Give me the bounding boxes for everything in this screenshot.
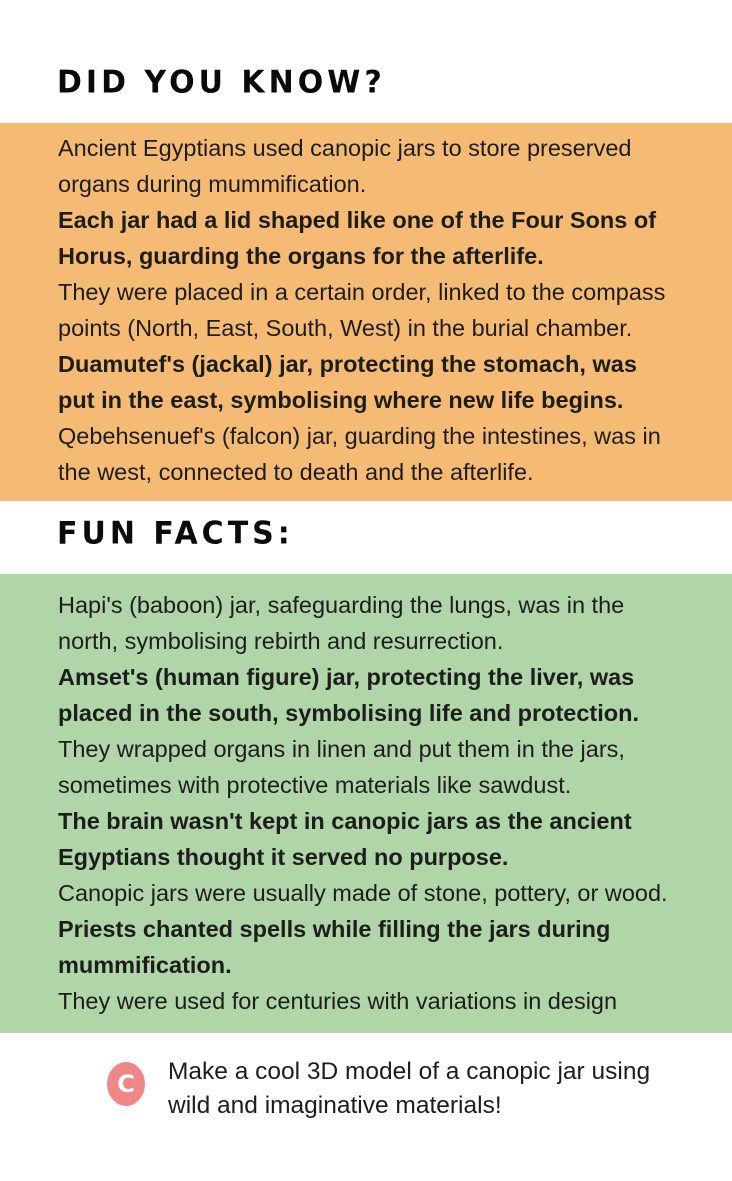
- fact-line: put in the east, symbolising where new life begins.: [58, 387, 624, 413]
- fact-line: Canopic jars were usually made of stone, pottery, or wood.: [58, 880, 668, 906]
- fact-line: They wrapped organs in linen and put them in the jars,: [58, 736, 625, 762]
- fact-line: Amset's (human figure) jar, protecting the liver, was: [58, 664, 635, 690]
- fact-line: Each jar had a lid shaped like one of the Four Sons of: [58, 207, 657, 233]
- fact-line: They were placed in a certain order, linked to the compass: [58, 279, 666, 305]
- fact-line: Duamutef's (jackal) jar, protecting the stomach, was: [58, 351, 637, 377]
- fact-line: Qebehsenuef's (falcon) jar, guarding the intestines, was in: [58, 423, 661, 449]
- challenge-section: [0, 1048, 732, 1148]
- fact-line: Ancient Egyptians used canopic jars to store preserved: [58, 135, 632, 161]
- fact-line: placed in the south, symbolising life and protection.: [58, 700, 640, 726]
- challenge-badge-letter: C: [117, 1070, 135, 1098]
- fact-line: Horus, guarding the organs for the afterlife.: [58, 243, 544, 269]
- fact-line: the west, connected to death and the afterlife.: [58, 459, 534, 485]
- fact-line: They were used for centuries with variations in design: [58, 988, 618, 1014]
- fact-line: sometimes with protective materials like sawdust.: [58, 772, 572, 798]
- challenge-text: [168, 1055, 650, 1123]
- fact-line: Priests chanted spells while filling the jars during: [58, 916, 611, 942]
- fact-line: mummification.: [58, 952, 232, 978]
- fact-line: The brain wasn't kept in canopic jars as the ancient: [58, 808, 632, 834]
- challenge-line: wild and imaginative materials!: [168, 1092, 502, 1119]
- did-you-know-heading: DID YOU KNOW?: [57, 64, 386, 101]
- did-you-know-panel: [0, 123, 732, 501]
- challenge-badge-icon: [107, 1062, 145, 1106]
- challenge-line: Make a cool 3D model of a canopic jar using: [168, 1058, 651, 1085]
- fact-line: north, symbolising rebirth and resurrection.: [58, 628, 504, 654]
- fun-facts-heading: FUN FACTS:: [57, 515, 294, 552]
- fun-facts-panel: [0, 574, 732, 1033]
- fact-line: points (North, East, South, West) in the burial chamber.: [58, 315, 633, 341]
- fact-line: Egyptians thought it served no purpose.: [58, 844, 509, 870]
- fact-line: Hapi's (baboon) jar, safeguarding the lungs, was in the: [58, 592, 625, 618]
- fact-line: organs during mummification.: [58, 171, 367, 197]
